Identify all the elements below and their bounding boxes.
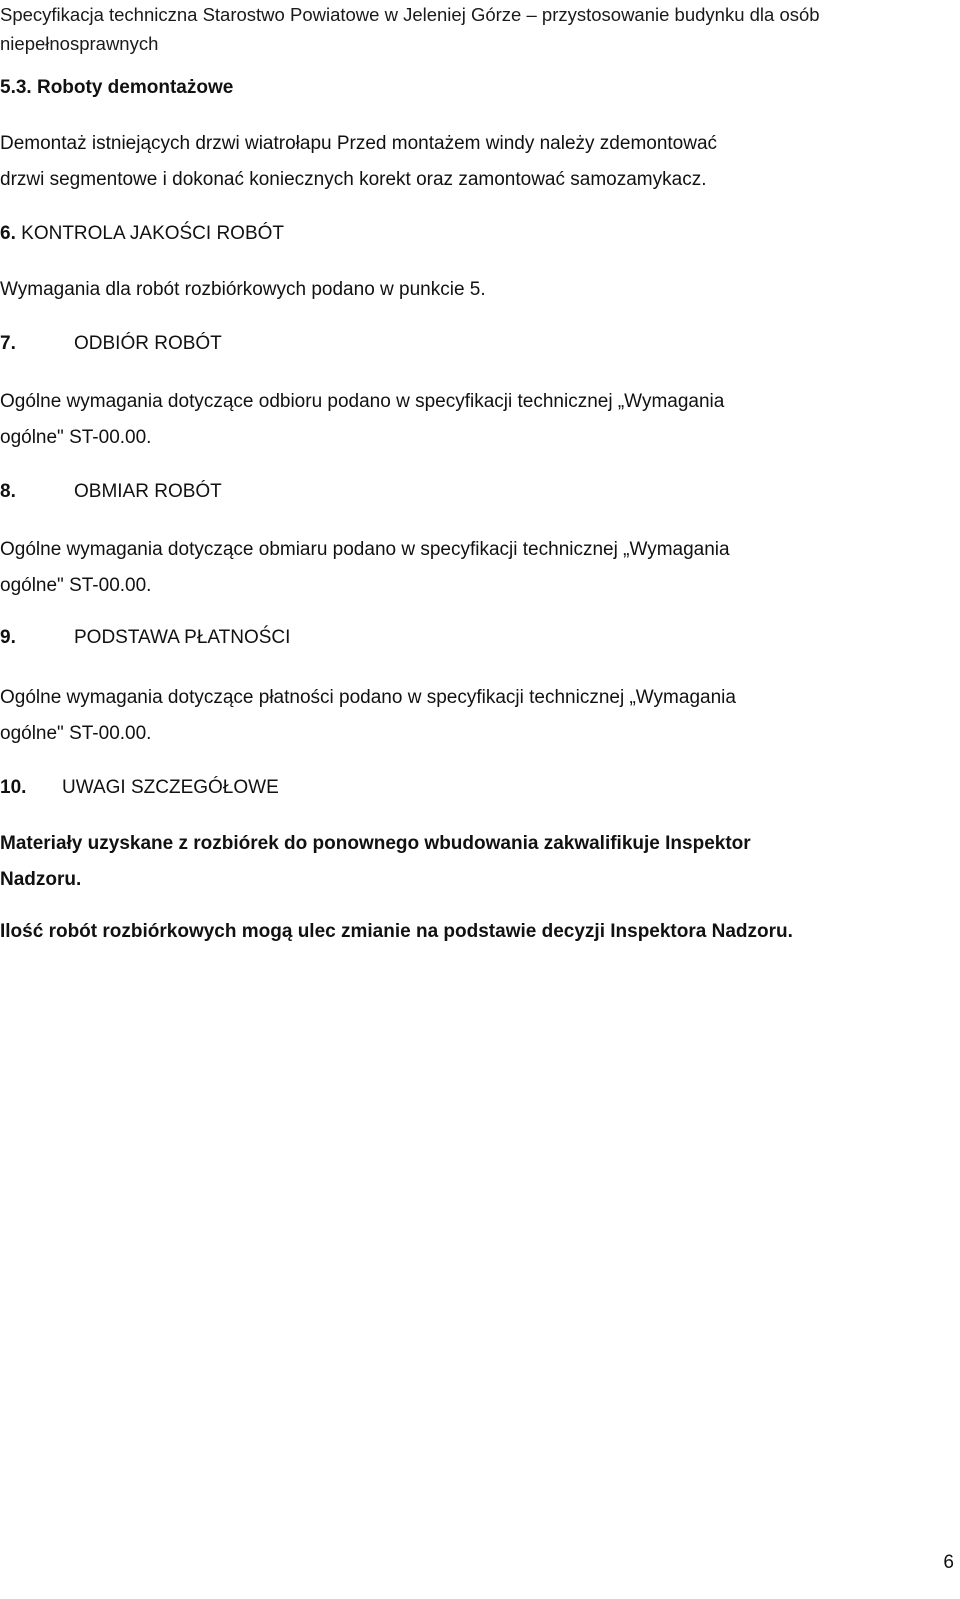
section-10-paragraph-2: Ilość robót rozbiórkowych mogą ulec zmianie na podstawie decyzji Inspektora Nadzoru. — [0, 921, 793, 942]
section-9-title: PODSTAWA PŁATNOŚCI — [74, 627, 291, 648]
section-8-heading — [0, 474, 940, 510]
section-9-line-1: Ogólne wymagania dotyczące płatności podano w specyfikacji technicznej „Wymagania — [0, 687, 736, 708]
section-10-title: UWAGI SZCZEGÓŁOWE — [62, 777, 279, 798]
section-6-title: KONTROLA JAKOŚCI ROBÓT — [21, 223, 285, 244]
section-10-p1-line-2: Nadzoru. — [0, 869, 82, 890]
page-header — [0, 0, 940, 58]
section-10-p1-line-1: Materiały uzyskane z rozbiórek do ponownego wbudowania zakwalifikuje Inspektor — [0, 833, 751, 854]
section-9-line-2: ogólne" ST-00.00. — [0, 723, 152, 744]
section-7-line-2: ogólne" ST-00.00. — [0, 427, 152, 448]
section-8-title: OBMIAR ROBÓT — [74, 481, 222, 502]
section-10-number: 10. — [0, 777, 27, 798]
section-6-heading — [0, 216, 940, 252]
section-5-3-heading — [0, 70, 940, 106]
section-9-paragraph — [0, 680, 940, 752]
section-8-line-1: Ogólne wymagania dotyczące obmiaru podano w specyfikacji technicznej „Wymagania — [0, 539, 730, 560]
header-line-2: niepełnosprawnych — [0, 33, 159, 54]
section-5-3-paragraph — [0, 126, 940, 198]
section-7-title: ODBIÓR ROBÓT — [74, 333, 222, 354]
section-7-heading — [0, 326, 940, 362]
section-9-heading — [0, 620, 940, 656]
section-10-paragraph-1 — [0, 826, 905, 898]
section-9-number: 9. — [0, 627, 16, 648]
section-8-line-2: ogólne" ST-00.00. — [0, 575, 152, 596]
section-7-line-1: Ogólne wymagania dotyczące odbioru podano w specyfikacji technicznej „Wymagania — [0, 391, 725, 412]
section-6-text: Wymagania dla robót rozbiórkowych podano w punkcie 5. — [0, 279, 486, 300]
section-5-3-title: 5.3. Roboty demontażowe — [0, 77, 234, 98]
header-line-1: Specyfikacja techniczna Starostwo Powiatowe w Jeleniej Górze – przystosowanie budynku dla osób — [0, 4, 820, 25]
page-number: 6 — [943, 1552, 954, 1573]
section-7-number: 7. — [0, 333, 16, 354]
section-5-3-line-1: Demontaż istniejących drzwi wiatrołapu Przed montażem windy należy zdemontować — [0, 133, 718, 154]
section-10-heading — [0, 770, 940, 806]
section-6-number: 6. — [0, 223, 16, 244]
section-5-3-line-2: drzwi segmentowe i dokonać koniecznych korekt oraz zamontować samozamykacz. — [0, 169, 707, 190]
section-8-paragraph — [0, 532, 940, 604]
section-8-number: 8. — [0, 481, 16, 502]
section-7-paragraph — [0, 384, 940, 456]
